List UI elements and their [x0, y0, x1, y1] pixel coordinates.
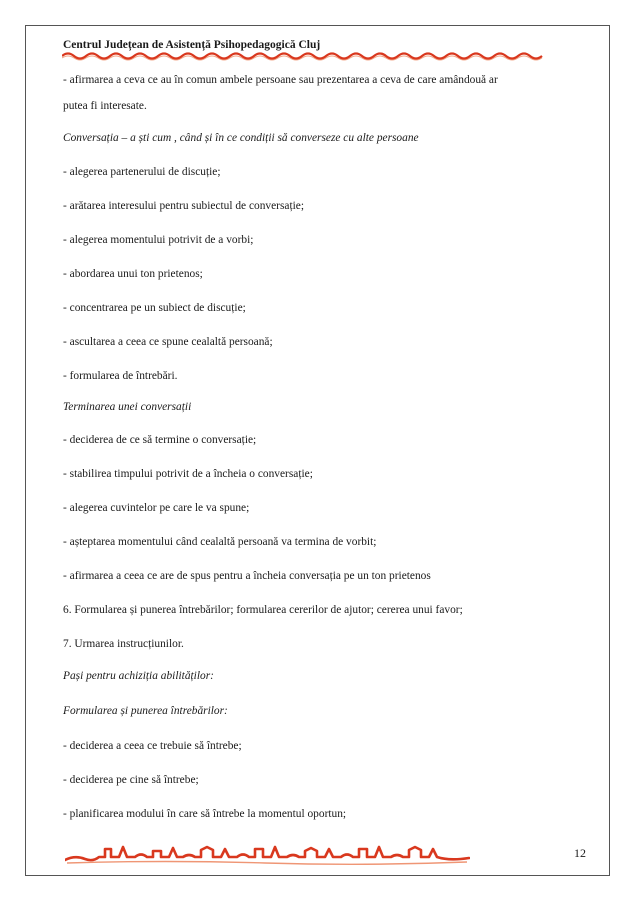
section-heading: Terminarea unei conversații	[63, 401, 192, 413]
list-item: - deciderea pe cine să întrebe;	[63, 774, 199, 786]
list-item: - alegerea momentului potrivit de a vorbi;	[63, 234, 254, 246]
header-title: Centrul Județean de Asistență Psihopedagogică Cluj	[63, 39, 321, 51]
page-number: 12	[574, 846, 586, 860]
section-heading: Pași pentru achiziția abilităților:	[63, 670, 214, 682]
footer-village-decoration	[65, 843, 470, 867]
list-item: - deciderea a ceea ce trebuie să întrebe;	[63, 740, 242, 752]
section-heading: Formularea și punerea întrebărilor:	[63, 705, 228, 717]
list-item: - abordarea unui ton prietenos;	[63, 268, 203, 280]
list-item: - alegerea cuvintelor pe care le va spune;	[63, 502, 250, 514]
numbered-item: 6. Formularea și punerea întrebărilor; formularea cererilor de ajutor; cererea unui favor;	[63, 604, 463, 616]
list-item: - afirmarea a ceea ce are de spus pentru a încheia conversația pe un ton prietenos	[63, 570, 431, 582]
list-item: - stabilirea timpului potrivit de a încheia o conversație;	[63, 468, 313, 480]
numbered-item: 7. Urmarea instrucțiunilor.	[63, 638, 184, 650]
footer-decoration-line	[65, 847, 469, 860]
list-item: - alegerea partenerului de discuție;	[63, 166, 221, 178]
list-item: - concentrarea pe un subiect de discuție;	[63, 302, 246, 314]
list-item: - planificarea modului în care să întrebe la momentul oportun;	[63, 808, 347, 820]
list-item: - așteptarea momentului când cealaltă persoană va termina de vorbit;	[63, 536, 377, 548]
header-wave-decoration	[62, 49, 547, 61]
list-item: - arătarea interesului pentru subiectul de conversație;	[63, 200, 304, 212]
footer-decoration-base	[67, 862, 467, 865]
list-item: - deciderea de ce să termine o conversație;	[63, 434, 257, 446]
list-item: - ascultarea a ceea ce spune cealaltă persoană;	[63, 336, 273, 348]
section-heading: Conversația – a ști cum , când și în ce condiții să converseze cu alte persoane	[63, 132, 419, 144]
list-item: - formularea de întrebări.	[63, 370, 178, 382]
text-line: putea fi interesate.	[63, 100, 147, 112]
text-line: - afirmarea a ceva ce au în comun ambele persoane sau prezentarea a ceva de care amândouă ar	[63, 74, 498, 86]
